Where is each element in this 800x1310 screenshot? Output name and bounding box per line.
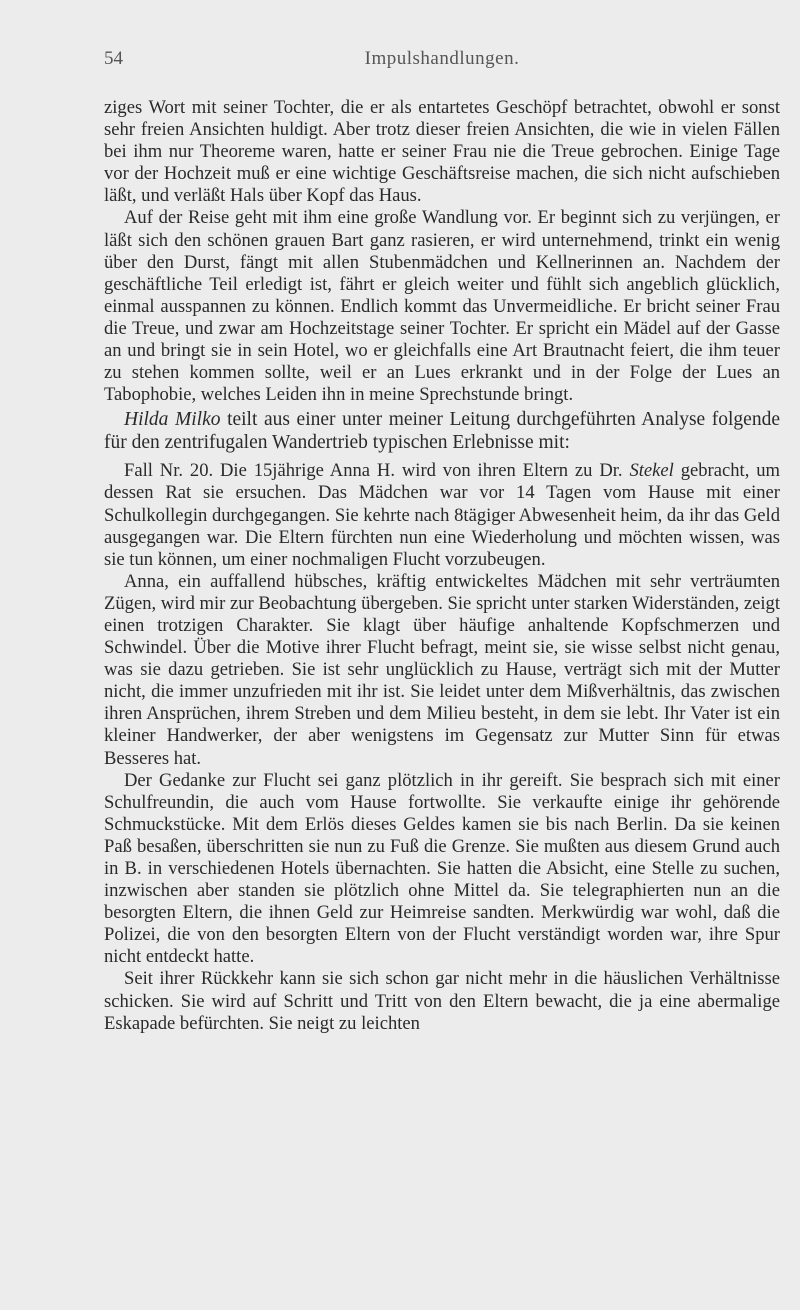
case-intro-text: teilt aus einer unter meiner Leitung durchgeführten Analyse folgende für den zentrifugalen Wandertrieb typischen Erlebnisse mit: bbox=[104, 409, 780, 454]
author-name: Hilda Milko bbox=[124, 409, 221, 431]
page-number: 54 bbox=[104, 48, 123, 69]
paragraph-return: Seit ihrer Rückkehr kann sie sich schon gar nicht mehr in die häuslichen Verhältnisse schicken. Sie wird auf Schritt und Tritt von den Eltern bewacht, die ja eine abermalige Eskapade befürchten. Sie neigt zu leichten bbox=[104, 968, 780, 1034]
body-text bbox=[104, 97, 780, 1035]
paragraph-flight: Der Gedanke zur Flucht sei ganz plötzlich in ihr gereift. Sie besprach sich mit einer Schulfreundin, die auch vom Hause fortwollte. Sie verkaufte einige ihr gehörende Schmuckstücke. Mit dem Erlös dieses Geldes kamen sie bis nach Berlin. Da sie keinen Paß besaßen, überschritten sie nun zu Fuß die Grenze. Sie mußten aus diesem Grund auch in B. in verschiedenen Hotels übernachten. Sie hatten die Absicht, eine Stelle zu suchen, inzwischen aber standen sie plötzlich ohne Mittel da. Sie telegraphierten nun an die besorgten Eltern, die ihnen Geld zur Heimreise sandten. Merkwürdig war wohl, daß die Polizei, die von den besorgten Eltern von der Flucht verständigt worden war, ihre Spur nicht entdeckt hatte. bbox=[104, 769, 780, 968]
paragraph-continuation: ziges Wort mit seiner Tochter, die er als entartetes Geschöpf betrachtet, obwohl er sonst sehr freien Ansichten huldigt. Aber trotz dieser freien Ansichten, die wie in vielen Fällen bei ihm nur Theoreme waren, hatte er seiner Frau nie die Treue gebrochen. Einige Tage vor der Hochzeit muß er eine wichtige Geschäftsreise machen, die sich nicht aufschieben läßt, und verläßt Hals über Kopf das Haus. bbox=[104, 97, 780, 207]
paragraph-case-20 bbox=[104, 460, 780, 570]
case-20-text-b: gebracht, um dessen Rat sie ersuchen. Das Mädchen war vor 14 Tagen vom Hause mit einer Schulkollegin durchgegangen. Sie kehrte nach 8tägiger Abwesenheit heim, da ihr das Geld ausgegangen war. Die Eltern fürchten nun eine Wiederholung und möchten wissen, was sie tun können, um einer nochmaligen Flucht vorzubeugen. bbox=[104, 460, 780, 570]
paragraph-journey: Auf der Reise geht mit ihm eine große Wandlung vor. Er beginnt sich zu verjüngen, er läßt sich den schönen grauen Bart ganz rasieren, er wird unternehmend, trinkt ein wenig über den Durst, fängt mit allen Stubenmädchen und Kellnerinnen an. Nachdem der geschäftliche Teil erledigt ist, fährt er gleich weiter und fühlt sich angeblich glücklich, einmal ausspannen zu können. Endlich kommt das Unvermeidliche. Er bricht seiner Frau die Treue, und zwar am Hochzeitstage seiner Tochter. Er spricht ein Mädel auf der Gasse an und bringt sie in sein Hotel, wo er gleichfalls eine Art Brautnacht feiert, die ihm teuer zu stehen kommen sollte, weil er an Lues erkrankt und in der Folge der Lues an Tabophobie, welches Leiden ihn in meine Sprechstunde bringt. bbox=[104, 207, 780, 406]
doctor-name: Stekel bbox=[629, 460, 674, 482]
running-head bbox=[104, 48, 780, 74]
case-20-text-a: Fall Nr. 20. Die 15jährige Anna H. wird von ihren Eltern zu Dr. bbox=[124, 460, 630, 482]
paragraph-case-intro bbox=[104, 408, 780, 454]
running-title: Impulshandlungen. bbox=[364, 48, 520, 69]
paragraph-anna-description: Anna, ein auffallend hübsches, kräftig entwickeltes Mädchen mit sehr verträumten Zügen, wird mir zur Beobachtung übergeben. Sie spricht unter starken Widerständen, zeigt einen trotzigen Charakter. Sie klagt über häufige anhaltende Kopfschmerzen und Schwindel. Über die Motive ihrer Flucht befragt, meint sie, sie wisse selbst nicht genau, was sie dazu getrieben. Sie ist sehr unglücklich zu Hause, verträgt sich mit der Mutter nicht, die immer unzufrieden mit ihr ist. Sie leidet unter dem Mißverhältnis, das zwischen ihren Ansprüchen, ihrem Streben und dem Milieu besteht, in dem sie lebt. Ihr Vater ist ein kleiner Handwerker, der aber wenigstens im Gegensatz zur Mutter Sinn für etwas Besseres hat. bbox=[104, 570, 781, 769]
